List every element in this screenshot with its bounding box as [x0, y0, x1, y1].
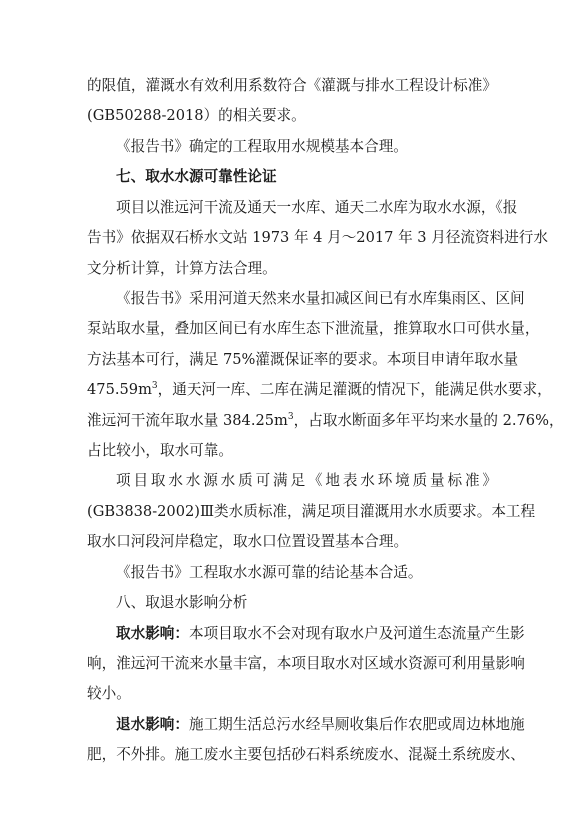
quantity-text: 淮远河干流年取水量 384.25m	[87, 412, 288, 429]
paragraph-line: (GB50288-2018）的相关要求。	[87, 107, 306, 124]
line-remainder: 施工期生活总污水经旱厕收集后作农肥或周边林地施	[188, 716, 525, 733]
paragraph-line: 的限值，灌溉水有效利用系数符合《灌溉与排水工程设计标准》	[87, 77, 497, 94]
line-remainder: ，通天河一库、二库在满足灌溉的情况下，能满足供水要求，	[157, 381, 552, 398]
paragraph-line: 泵站取水量，叠加区间已有水库生态下泄流量，推算取水口可供水量，	[87, 320, 540, 337]
line-remainder: 本项目取水不会对现有取水户及河道生态流量产生影	[188, 625, 525, 642]
paragraph-line: 《报告书》工程取水水源可靠的结论基本合适。	[116, 564, 423, 581]
lead-label: 取水影响：	[116, 625, 189, 642]
paragraph-line: 响，淮远河干流来水量丰富，本项目取水对区域水资源可利用量影响	[87, 655, 525, 672]
section-heading: 七、取水水源可靠性论证	[116, 168, 277, 185]
paragraph-line	[116, 715, 525, 735]
lead-label: 退水影响：	[116, 716, 189, 733]
superscript: 3	[287, 412, 294, 423]
quantity-text: 475.59m	[87, 381, 152, 398]
paragraph-line: (GB3838-2002)Ⅲ类水质标准，满足项目灌溉用水水质要求。本工程	[87, 503, 536, 520]
paragraph-line: 项目以淮远河干流及通天一水库、通天二水库为取水水源，《报	[116, 199, 518, 216]
paragraph-line: 告书》依据双石桥水文站 1973 年 4 月～2017 年 3 月径流资料进行水	[87, 229, 548, 246]
paragraph-line: 肥，不外排。施工废水主要包括砂石料系统废水、混凝土系统废水、	[87, 746, 525, 763]
paragraph-line: 方法基本可行，满足 75%灌溉保证率的要求。本项目申请年取水量	[87, 351, 519, 368]
paragraph-line	[116, 624, 525, 644]
paragraph-line: 占比较小，取水可靠。	[87, 442, 233, 459]
superscript: 3	[151, 381, 158, 392]
paragraph-line: 取水口河段河岸稳定，取水口位置设置基本合理。	[87, 533, 409, 550]
paragraph-line	[87, 411, 564, 431]
paragraph-line: 较小。	[87, 685, 131, 702]
line-remainder: ，占取水断面多年平均来水量的 2.76%，	[293, 412, 564, 429]
paragraph-line: 项目取水水源水质可满足《地表水环境质量标准》	[116, 472, 497, 489]
paragraph-line: 《报告书》确定的工程取用水规模基本合理。	[116, 138, 408, 155]
paragraph-line: 《报告书》采用河道天然来水量扣减区间已有水库集雨区、区间	[116, 290, 525, 307]
paragraph-line	[87, 380, 552, 400]
section-heading: 八、取退水影响分析	[116, 594, 248, 611]
paragraph-line: 文分析计算，计算方法合理。	[87, 260, 277, 277]
